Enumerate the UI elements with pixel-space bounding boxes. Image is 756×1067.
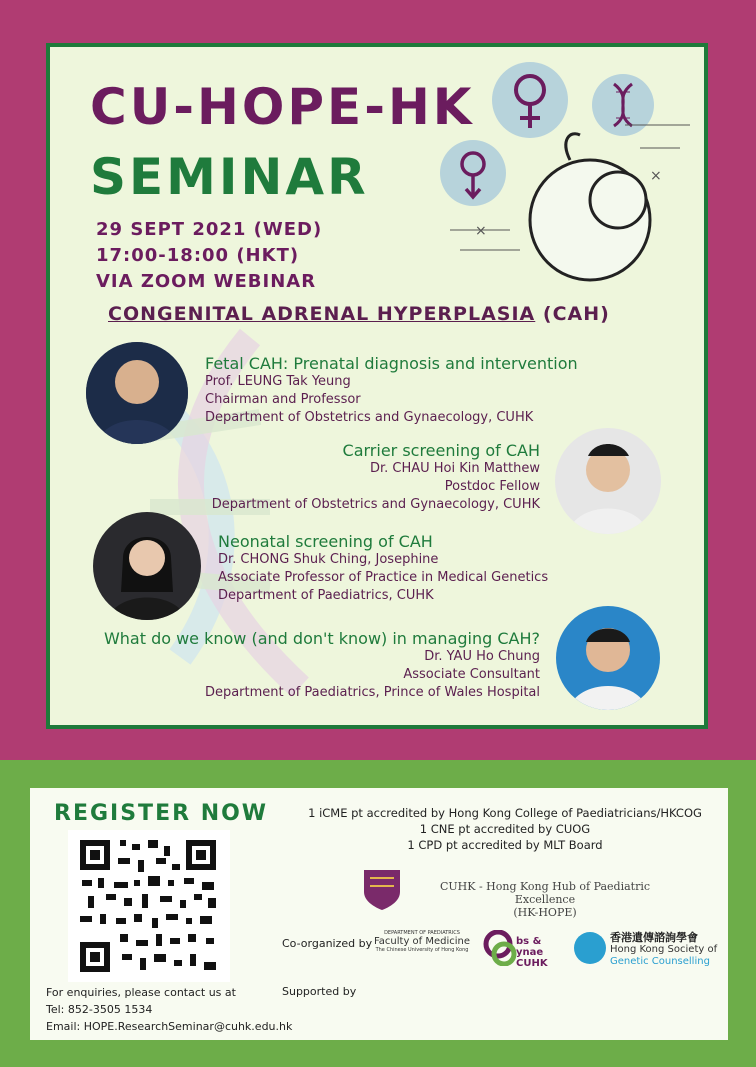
faculty-logo <box>372 930 472 953</box>
faculty-name: Faculty of Medicine <box>373 936 471 947</box>
speaker-dept: Department of Obstetrics and Gynaecology, CUHK <box>211 497 540 512</box>
qr-code[interactable] <box>68 830 230 982</box>
obs-gynae-text: bs & ynae CUHK <box>516 936 548 969</box>
supported-label: Supported by <box>282 985 357 998</box>
event-date: 29 SEPT 2021 (WED) <box>96 219 323 240</box>
talk-title: Carrier screening of CAH <box>342 441 540 460</box>
speaker-role: Postdoc Fellow <box>444 479 540 494</box>
faculty-dept: DEPARTMENT OF PAEDIATRICS <box>384 930 460 936</box>
topic-title <box>108 303 610 325</box>
title-hk: HK <box>387 78 475 136</box>
speaker-role: Associate Consultant <box>403 667 540 682</box>
speaker-photo-chong <box>93 512 201 620</box>
talk-2 <box>160 441 540 514</box>
accreditation-item: 1 CPD pt accredited by MLT Board <box>407 838 603 852</box>
obs-gynae-logo <box>482 930 562 969</box>
enquiry-line: For enquiries, please contact us at <box>46 986 236 999</box>
fetus-icon <box>450 120 700 290</box>
hksgc-line1: Hong Kong Society of <box>610 944 718 955</box>
hub-name <box>410 880 680 919</box>
enquiry-email[interactable]: Email: HOPE.ResearchSeminar@cuhk.edu.hk <box>46 1020 293 1033</box>
talk-3 <box>218 532 638 605</box>
speaker-name: Dr. YAU Ho Chung <box>424 649 540 664</box>
coorganized-label: Co-organized by <box>282 937 373 950</box>
hksgc-line2: Genetic Counselling <box>610 956 710 967</box>
svg-text:×: × <box>475 223 487 239</box>
hub-line2: (HK-HOPE) <box>513 906 577 919</box>
hub-line1: CUHK - Hong Kong Hub of Paediatric Excellence <box>439 880 651 906</box>
accreditation-list <box>290 805 720 853</box>
speaker-dept: Department of Obstetrics and Gynaecology, CUHK <box>205 410 534 425</box>
speaker-role: Chairman and Professor <box>205 392 361 407</box>
faculty-univ: The Chinese University of Hong Kong <box>375 947 469 953</box>
speaker-name: Dr. CHONG Shuk Ching, Josephine <box>218 552 439 567</box>
speaker-name: Prof. LEUNG Tak Yeung <box>205 374 351 389</box>
cuhk-crest-icon <box>360 866 404 912</box>
event-venue: VIA ZOOM WEBINAR <box>96 271 317 292</box>
enquiry-info <box>46 984 292 1035</box>
speaker-dept: Department of Paediatrics, CUHK <box>218 588 434 603</box>
speaker-photo-chau <box>555 428 661 534</box>
hksgc-chinese: 香港遺傳諮詢學會 <box>610 931 698 944</box>
enquiry-tel: Tel: 852-3505 1534 <box>46 1003 153 1016</box>
svg-text:×: × <box>650 168 662 184</box>
topic-abbr: (CAH) <box>542 303 610 325</box>
talk-title: Neonatal screening of CAH <box>218 532 433 551</box>
accreditation-item: 1 iCME pt accredited by Hong Kong College of Paediatricians/HKCOG <box>308 806 702 820</box>
hksgc-name <box>610 932 717 968</box>
talk-title: Fetal CAH: Prenatal diagnosis and intervention <box>205 354 578 373</box>
speaker-photo-leung <box>86 342 188 444</box>
title-cu-hope: CU-HOPE- <box>90 78 388 136</box>
speaker-dept: Department of Paediatrics, Prince of Wales Hospital <box>204 685 540 700</box>
hksgc-logo-icon <box>574 932 606 964</box>
page-title <box>90 80 475 134</box>
topic-name: CONGENITAL ADRENAL HYPERPLASIA <box>108 303 536 325</box>
page-subtitle: SEMINAR <box>90 148 369 206</box>
register-now-label: REGISTER NOW <box>54 801 269 826</box>
talk-4 <box>100 629 540 702</box>
talk-1 <box>205 354 685 427</box>
speaker-name: Dr. CHAU Hoi Kin Matthew <box>369 461 540 476</box>
accreditation-item: 1 CNE pt accredited by CUOG <box>419 822 591 836</box>
talk-title: What do we know (and don't know) in managing CAH? <box>103 629 540 648</box>
event-time: 17:00-18:00 (HKT) <box>96 245 300 266</box>
speaker-photo-yau <box>556 606 660 710</box>
speaker-role: Associate Professor of Practice in Medical Genetics <box>218 570 549 585</box>
